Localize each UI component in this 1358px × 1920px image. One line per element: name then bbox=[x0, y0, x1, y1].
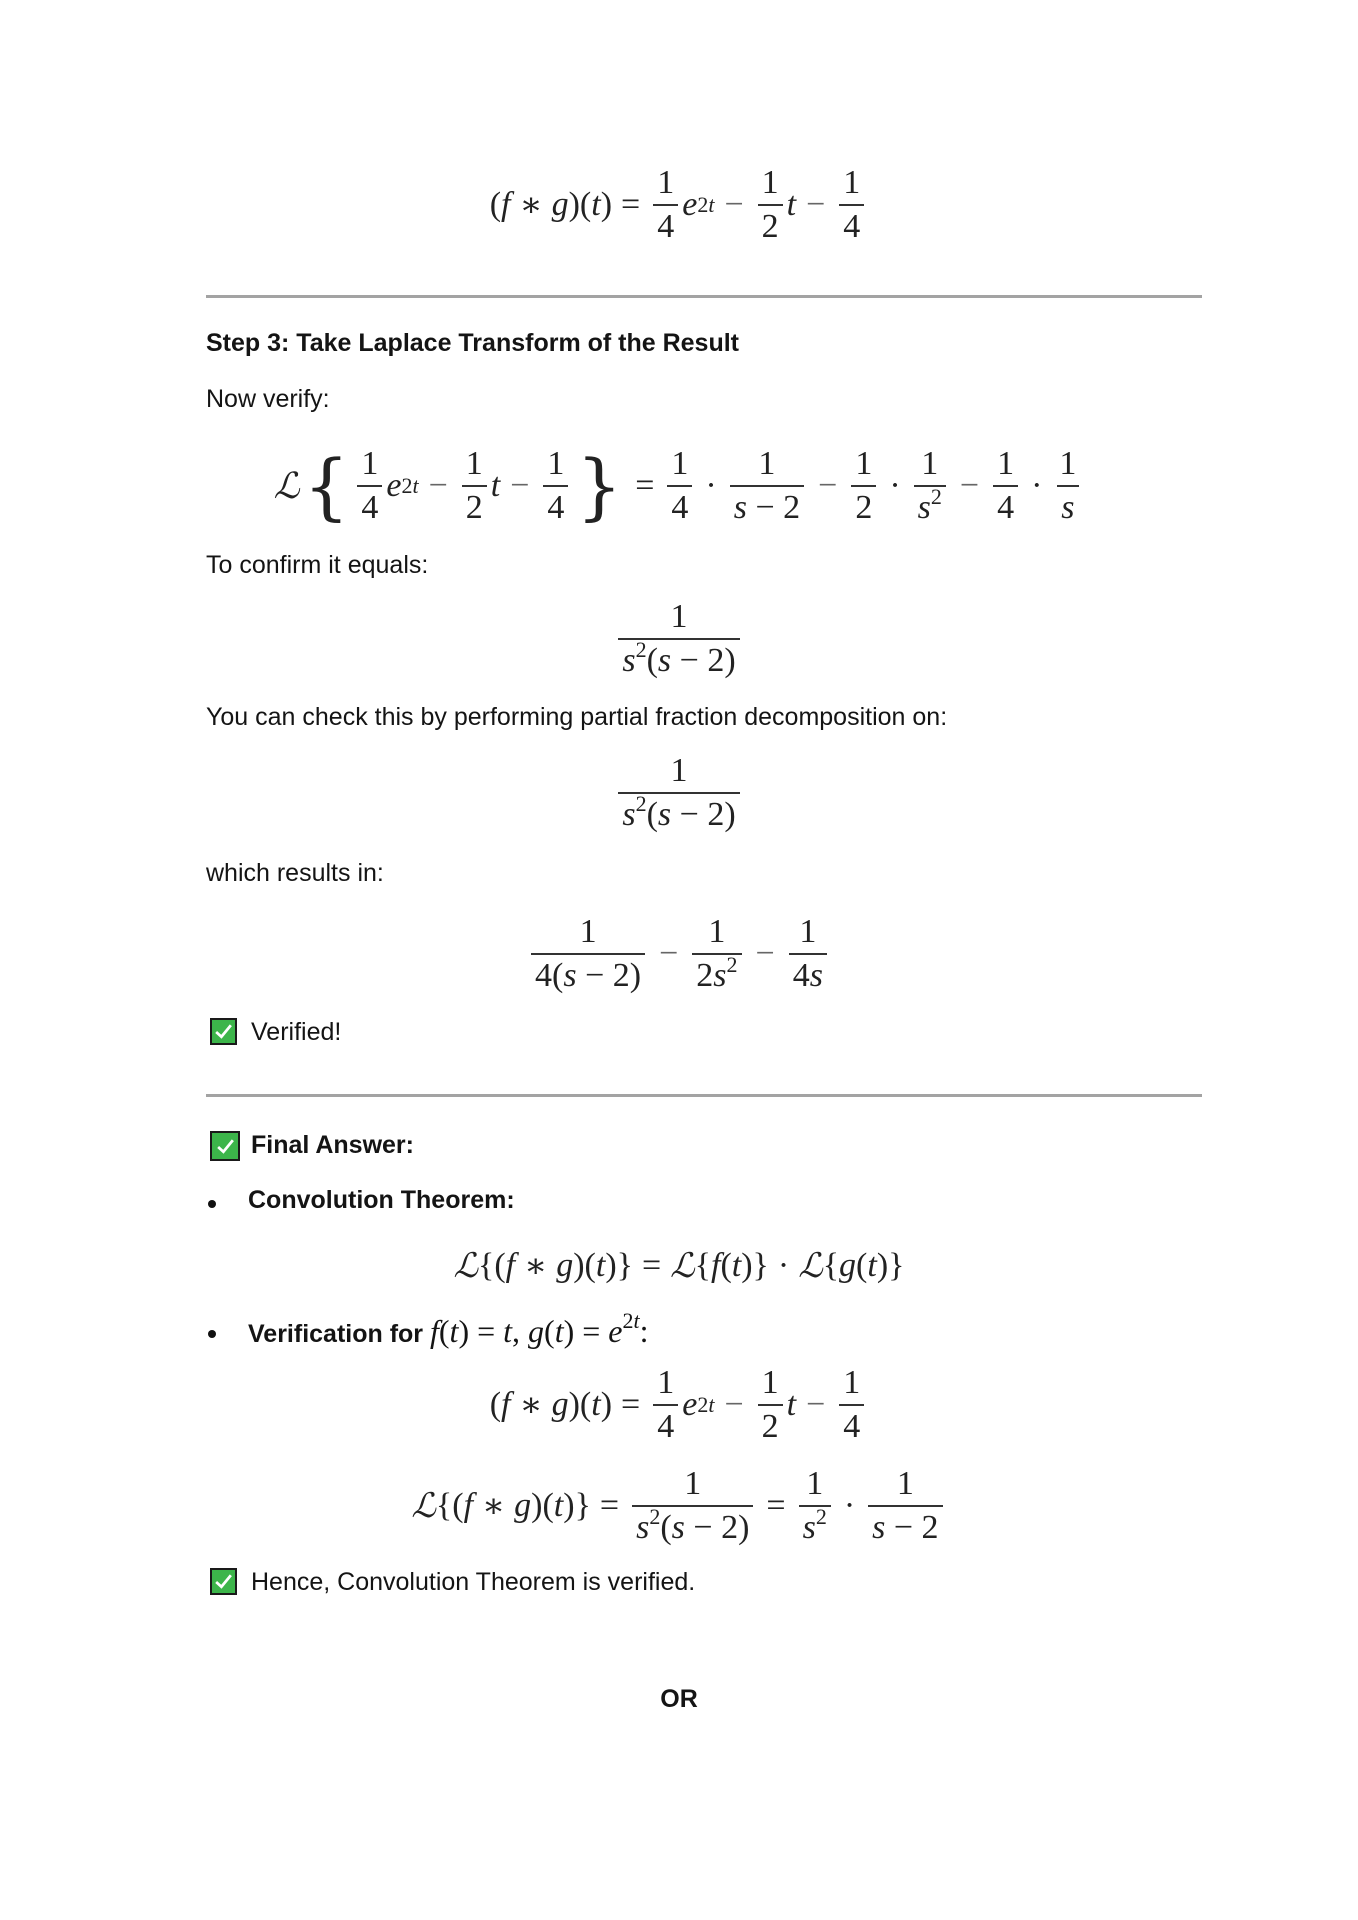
equation-convolution-theorem: ℒ {( f ∗ g )( t )} = ℒ { f ( t )} · ℒ { g ( t )} bbox=[453, 1247, 905, 1285]
check-box-icon bbox=[210, 1018, 237, 1045]
step3-heading: Step 3: Take Laplace Transform of the Result bbox=[206, 329, 740, 357]
equation-convolution-result-final: ( f ∗ g )( t ) = $\frac{1}{4}$ e 2t − $\frac{1}{2}$ t − $\frac{1}{4}$ bbox=[0, 1360, 1358, 1450]
equation-partial-fraction-input: $\frac{1}{s^2(s - 2)}$ bbox=[0, 748, 1358, 838]
confirm-text: To confirm it equals: bbox=[206, 551, 429, 579]
or-text: OR bbox=[660, 1685, 698, 1713]
verification-label-text: Verification for bbox=[248, 1320, 424, 1348]
verification-functions: f(t) = t, $g(t) = e^{2t}$: bbox=[430, 1308, 649, 1349]
divider-2 bbox=[206, 1094, 1202, 1097]
bullet-icon bbox=[208, 1200, 216, 1208]
divider-1 bbox=[206, 295, 1202, 298]
conclusion-text: Hence, Convolution Theorem is verified. bbox=[251, 1568, 696, 1596]
equation-partial-fraction-result: $\frac{1}{4(s - 2)}$ − $\frac{1}{2s^2}$ − $\frac{1}{4s}$ bbox=[0, 908, 1358, 1000]
now-verify-text: Now verify: bbox=[206, 385, 330, 413]
equation-laplace-final: ℒ {( f ∗ g )( t )} = $\frac{1}{s^2(s - 2)}$ = $\frac{1}{s^2}$ · $\frac{1}{s - 2}$ bbox=[0, 1458, 1358, 1554]
equation-convolution-result: ( f ∗ g )( t ) = $\frac{1}{4}$ e 2t − $\frac{1}{2}$ t − $\frac{1}{4}$ bbox=[0, 160, 1358, 250]
verified-text: Verified! bbox=[251, 1018, 342, 1046]
results-text: which results in: bbox=[206, 859, 384, 887]
convolution-theorem-label: Convolution Theorem: bbox=[248, 1186, 515, 1214]
check-box-icon bbox=[210, 1568, 237, 1595]
equation-laplace-of-result: ℒ { $\frac{1}{4}$ e 2t − $\frac{1}{2}$ t − $\frac{1}{4}$ } = $\frac{1}{4}$ · $\frac{1}{s - 2}$ − $\frac{1}{2}$ · $\frac{1}{s^2}$ − $\frac{1}{4}$ · $\frac{1}{s}$ bbox=[0, 438, 1358, 534]
check-box-icon bbox=[210, 1131, 240, 1161]
final-answer-label: Final Answer: bbox=[251, 1131, 414, 1159]
verification-label bbox=[248, 1308, 649, 1350]
check-text: You can check this by performing partial fraction decomposition on: bbox=[206, 703, 948, 731]
bullet-icon bbox=[208, 1330, 216, 1338]
equation-target-fraction: $\frac{1}{s^2(s - 2)}$ bbox=[0, 594, 1358, 684]
